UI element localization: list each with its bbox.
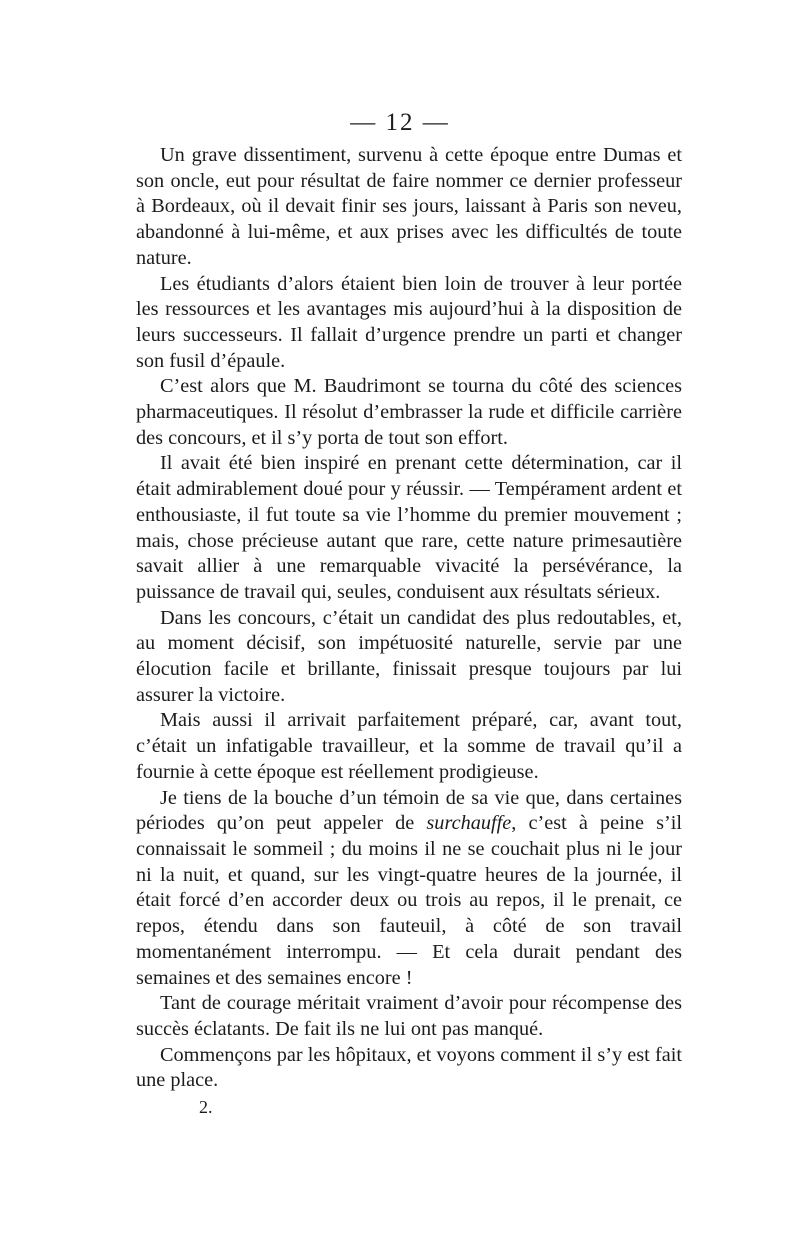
paragraph-1: Un grave dissentiment, survenu à cette époque entre Dumas et son oncle, eut pour résultat de faire nommer ce dernier professeur à Bordeaux, où il devait finir ses jours, laissant à Paris son neveu, abandonné à lui-même, et aux prises avec les difficultés de toute nature. bbox=[136, 144, 682, 269]
paragraph-7 bbox=[136, 786, 682, 992]
body-text bbox=[136, 143, 682, 1094]
paragraph-2: Les étudiants d’alors étaient bien loin de trouver à leur portée les ressources et les avantages mis aujourd’hui à la disposition de leurs successeurs. Il fallait d’urgence prendre un parti et changer son fusil d’épaule. bbox=[136, 272, 682, 372]
paragraph-8: Tant de courage méritait vraiment d’avoir pour récompense des succès éclatants. De fait ils ne lui ont pas manqué. bbox=[136, 992, 682, 1040]
italic-term-surchauffe: surchauffe bbox=[426, 812, 512, 835]
page-number: — 12 — bbox=[350, 109, 450, 136]
paragraph-7-text-before: Je tiens de la bouche d’un témoin de sa vie que, dans certaines périodes qu’on peut appeler de bbox=[136, 786, 682, 835]
paragraph-3: C’est alors que M. Baudrimont se tourna du côté des sciences pharmaceutiques. Il résolut d’embrasser la rude et difficile carrière des concours, et il s’y porta de tout son effort. bbox=[136, 375, 682, 449]
paragraph-6: Mais aussi il arrivait parfaitement préparé, car, avant tout, c’était un infatigable travailleur, et la somme de travail qu’il a fournie à cette époque est réellement prodigieuse. bbox=[136, 709, 682, 783]
signature-mark: 2. bbox=[199, 1097, 213, 1117]
paragraph-4: Il avait été bien inspiré en prenant cette détermination, car il était admirablement doué pour y réussir. — Tempérament ardent et enthousiaste, il fut toute sa vie l’homme du premier mouvement ; mais, chose précieuse autant que rare, cette nature primesautière savait allier à une remarquable vivacité la persévérance, la puissance de travail qui, seules, conduisent aux résultats sérieux. bbox=[136, 452, 682, 603]
paragraph-9: Commençons par les hôpitaux, et voyons comment il s’y est fait une place. bbox=[136, 1043, 682, 1092]
paragraph-7-text-after: , c’est à peine s’il connaissait le sommeil ; du moins il ne se couchait plus ni le jour ni la nuit, et quand, sur les vingt-quatre heures de la journée, il était forcé d’en accorder deux ou trois au repos, il le prenait, ce repos, étendu dans son fauteuil, à côté de son travail momentanément interrompu. — Et cela durait pendant des semaines et des semaines encore ! bbox=[136, 812, 682, 989]
paragraph-5: Dans les concours, c’était un candidat des plus redoutables, et, au moment décisif, son impétuosité naturelle, servie par une élocution facile et brillante, finissait presque toujours par lui assurer la victoire. bbox=[136, 606, 682, 706]
